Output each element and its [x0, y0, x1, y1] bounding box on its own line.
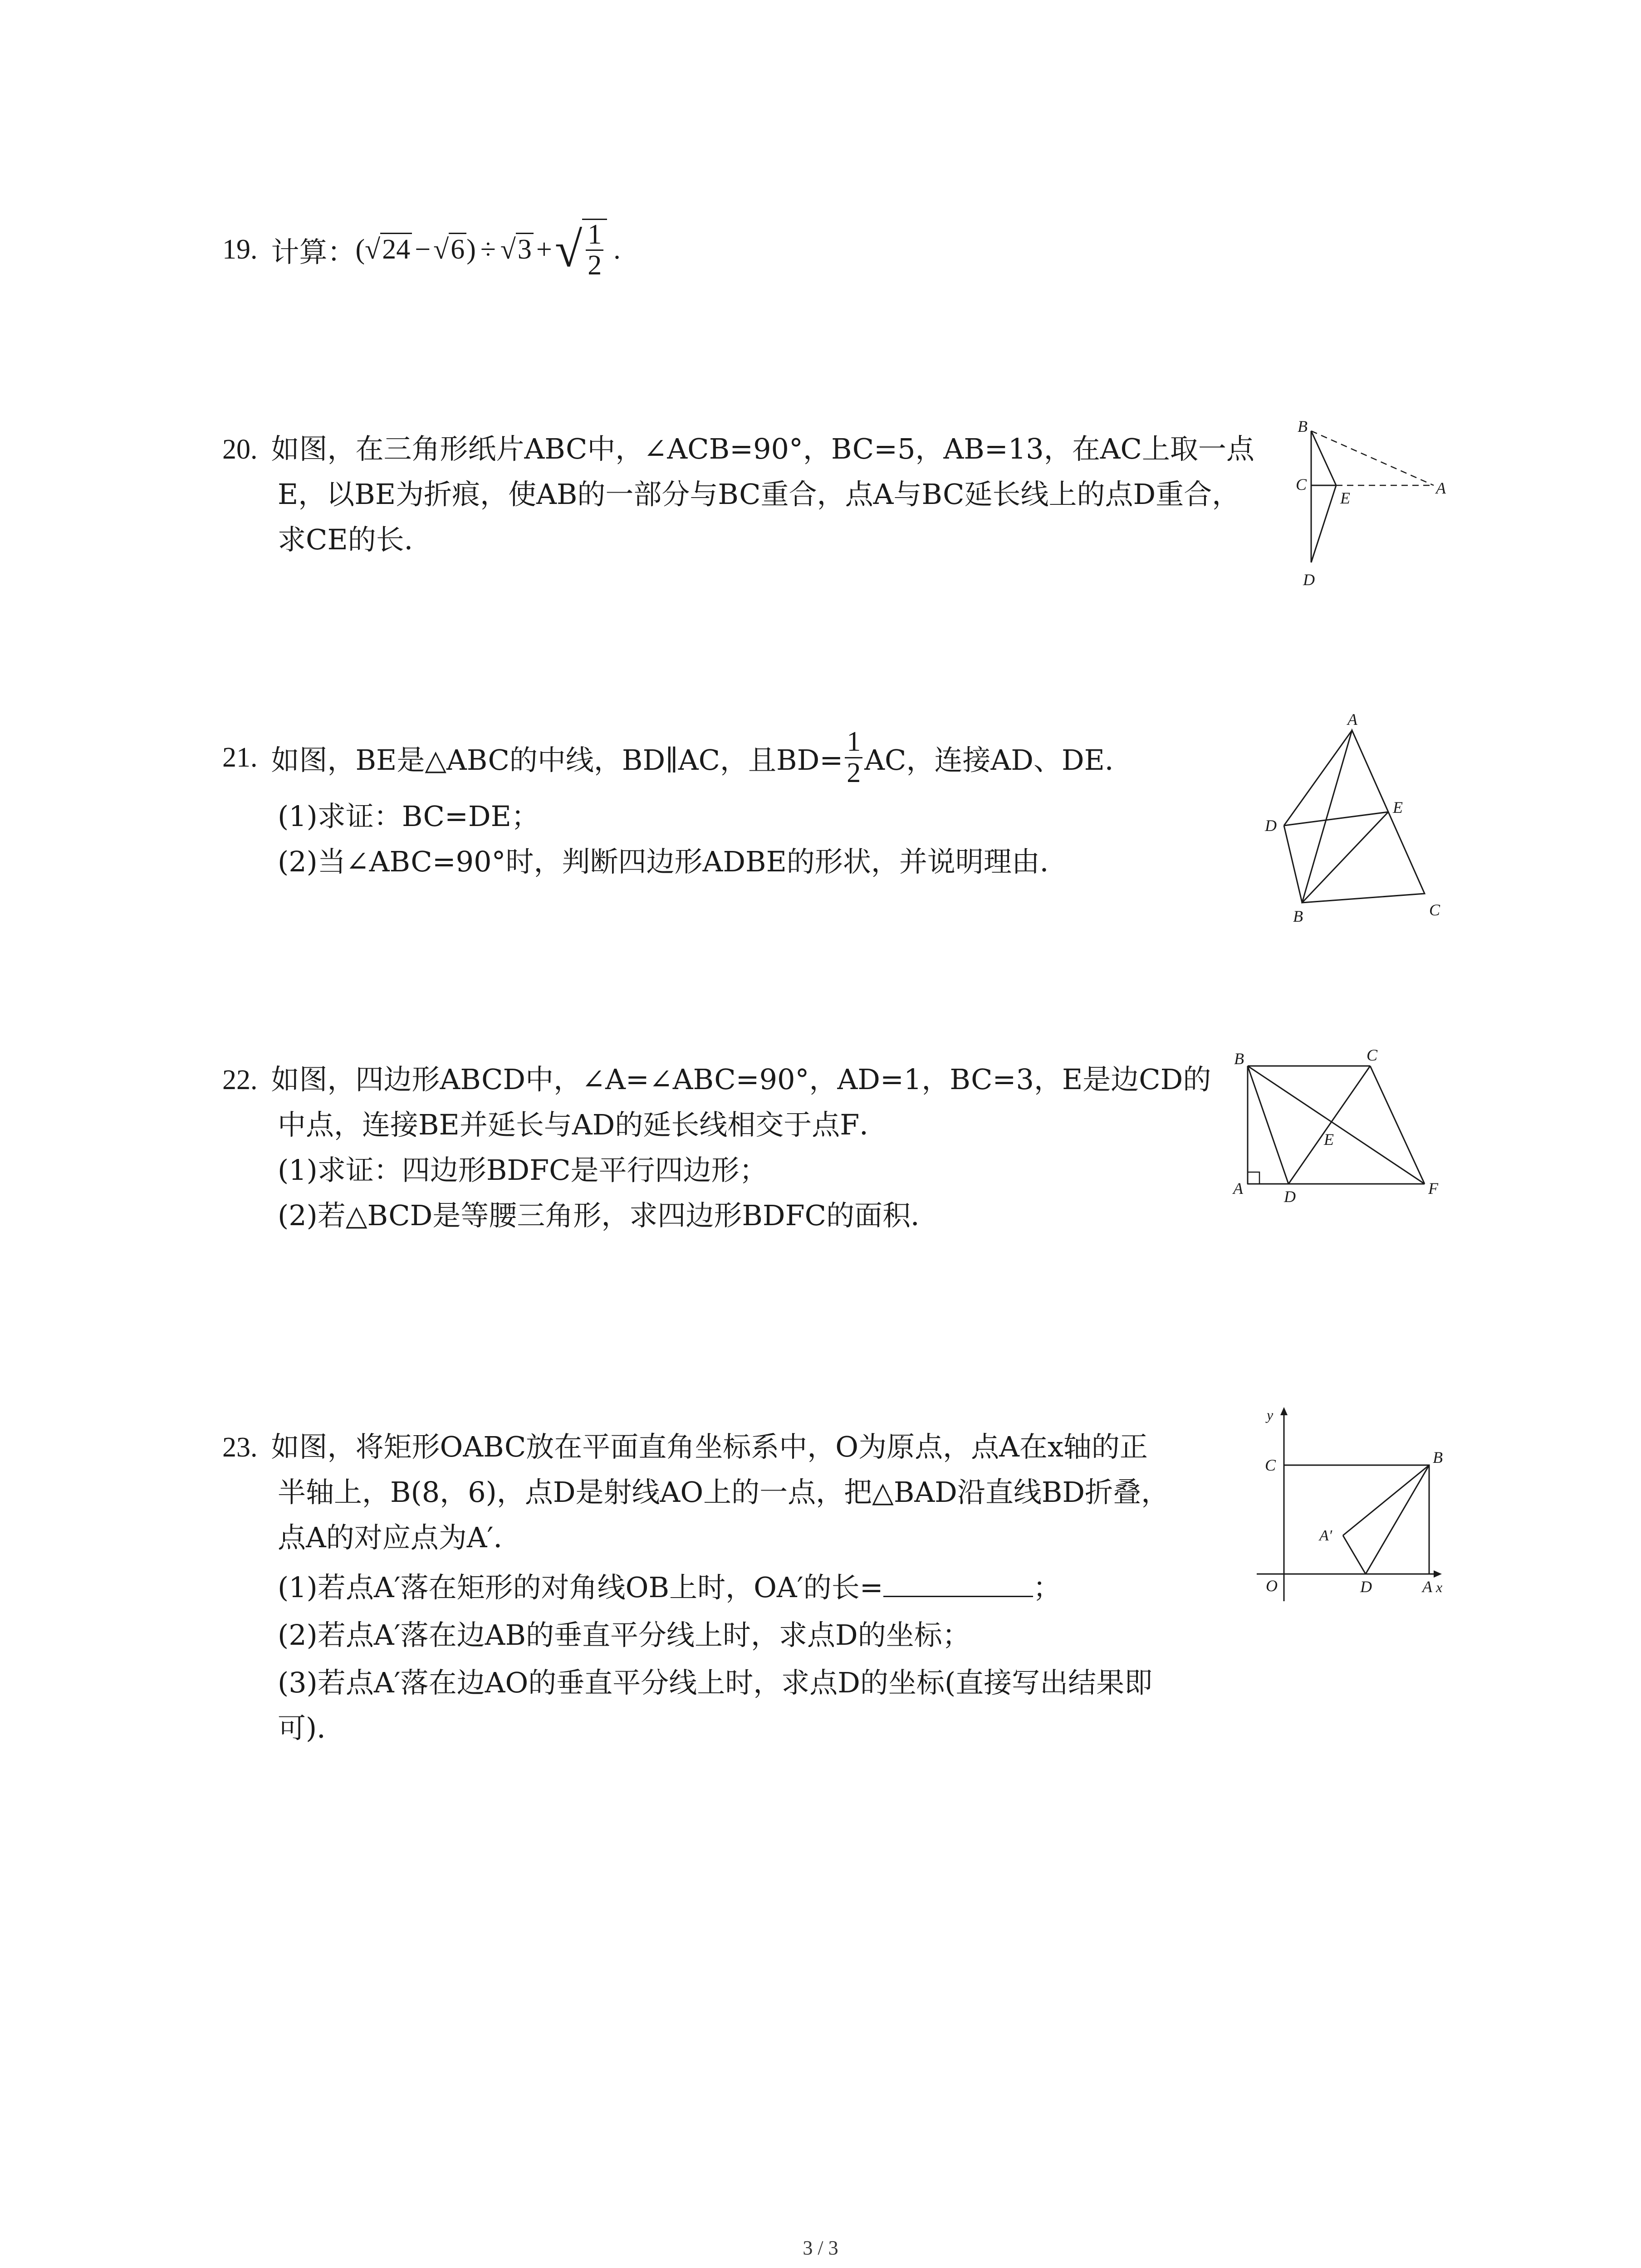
q23-part3-l2 [278, 1706, 345, 1746]
q23-part2 [278, 1613, 970, 1653]
q19-plus: + [536, 234, 552, 265]
q19-number: 19. [222, 234, 258, 265]
q22-right-angle-mark [1248, 1172, 1259, 1184]
q22-edge-BD [1248, 1066, 1288, 1184]
q23-x-axis-arrow [1434, 1570, 1442, 1578]
q20-label-C: C [1296, 475, 1307, 494]
q23-edge-A1D [1343, 1535, 1366, 1574]
q23-label-C: C [1265, 1456, 1276, 1474]
q20-label-D: D [1303, 571, 1315, 589]
q23-text-part1-a: (1)若点A′落在矩形的对角线OB上时，OA′的长= [278, 1571, 883, 1604]
q23-y-axis-arrow [1280, 1407, 1288, 1415]
q19-rparen: ) [466, 234, 476, 265]
q20-text-line1: 如图，在三角形纸片ABC中，∠ACB=90°，BC=5，AB=13，在AC上取一点 [271, 432, 1254, 465]
q23-label-O: O [1266, 1577, 1278, 1595]
q23-part1 [278, 1565, 1061, 1605]
q19-line [222, 213, 621, 286]
q19-sqrt-24: √24 [365, 234, 412, 266]
q23-text-part3-l2: 可)． [278, 1711, 345, 1745]
q22-label-B: B [1234, 1050, 1244, 1068]
q21-text-part2: (2)当∠ABC=90°时，判断四边形ADBE的形状，并说明理由． [278, 845, 1068, 878]
q23-text-part2: (2)若点A′落在边AB的垂直平分线上时，求点D的坐标； [278, 1618, 970, 1652]
q19-divide: ÷ [480, 234, 496, 265]
q20-edge-BE [1311, 431, 1336, 485]
q22-text-line2: 中点，连接BE并延长与AD的延长线相交于点F． [278, 1108, 888, 1141]
q23-answer-blank[interactable] [883, 1572, 1033, 1597]
q21-label-D: D [1265, 816, 1277, 835]
q23-part3-l1 [278, 1660, 1152, 1701]
q21-label-B: B [1293, 907, 1303, 925]
q21-text-line1-a: 如图，BE是△ABC的中线，BD∥AC，且BD= [271, 743, 843, 777]
q23-line3 [278, 1515, 522, 1555]
q20-text-line3: 求CE的长． [278, 523, 432, 556]
q22-text-line1: 如图，四边形ABCD中，∠A=∠ABC=90°，AD=1，BC=3，E是边CD的 [271, 1063, 1211, 1096]
q23-line2 [278, 1470, 1169, 1510]
q23-label-B: B [1433, 1448, 1443, 1466]
q20-edge-BA-dashed [1311, 431, 1434, 485]
q21-edge-DE [1284, 812, 1388, 826]
q19-sqrt-half: √ $\frac{1}{2}$ [555, 219, 609, 280]
q23-text-line2: 半轴上，B(8，6)，点D是射线AO上的一点，把△BAD沿直线BD折叠， [278, 1476, 1170, 1509]
q22-line2 [278, 1102, 887, 1143]
q20-edge-ED [1311, 485, 1336, 562]
q19-minus: − [415, 234, 431, 265]
q19-label: 计算： [271, 235, 356, 269]
q21-figure [1257, 712, 1456, 930]
q23-label-x: x [1436, 1579, 1443, 1595]
q22-label-F: F [1428, 1179, 1438, 1198]
q19-sqrt-6: √6 [433, 234, 466, 266]
q21-text-line1-b: AC，连接AD、DE． [864, 743, 1133, 777]
q22-text-part1: (1)求证：四边形BDFC是平行四边形； [278, 1154, 768, 1187]
q22-label-C: C [1367, 1048, 1378, 1064]
q23-edge-BA1 [1343, 1465, 1429, 1535]
q21-edge-AD [1284, 730, 1352, 826]
q23-text-line1: 如图，将矩形OABC放在平面直角坐标系中，O为原点，点A在x轴的正 [271, 1430, 1148, 1463]
q21-part1 [278, 794, 539, 834]
q22-label-D: D [1284, 1188, 1296, 1206]
q20-label-B: B [1298, 417, 1308, 435]
q20-line1 [222, 426, 1254, 467]
q23-label-A: A [1422, 1578, 1432, 1596]
q20-label-E: E [1340, 489, 1350, 507]
q22-line1 [222, 1057, 1211, 1097]
q20-text-line2: E，以BE为折痕，使AB的一部分与BC重合，点A与BC延长线上的点D重合， [278, 478, 1240, 511]
page-number: 3 / 3 [803, 2237, 838, 2259]
q21-text-part1: (1)求证：BC=DE； [278, 800, 539, 833]
q23-number: 23. [222, 1432, 258, 1463]
q19-period: . [613, 234, 621, 265]
q23-label-D: D [1360, 1578, 1372, 1596]
q23-line1 [222, 1424, 1148, 1465]
q23-text-part1-b: ； [1033, 1571, 1061, 1604]
q19-lparen: ( [355, 234, 365, 265]
q21-label-A: A [1347, 712, 1357, 728]
q20-figure [1279, 413, 1452, 603]
q22-text-part2: (2)若△BCD是等腰三角形，求四边形BDFC的面积． [278, 1199, 939, 1232]
q22-number: 22. [222, 1065, 258, 1095]
q21-label-E: E [1393, 798, 1403, 816]
q20-line2 [278, 472, 1240, 512]
q20-label-A: A [1436, 479, 1446, 497]
q21-triangle-ABC [1302, 730, 1425, 903]
q23-edge-BD [1366, 1465, 1429, 1574]
q23-text-line3: 点A的对应点为A′． [278, 1521, 522, 1554]
q21-part2 [278, 839, 1068, 880]
q21-edge-DB [1284, 826, 1302, 903]
q20-line3 [278, 517, 432, 557]
q21-line1 [222, 726, 1133, 789]
q23-label-A-prime: A′ [1319, 1527, 1332, 1544]
q19-sqrt-3: √3 [500, 234, 534, 266]
q22-edge-CD [1288, 1066, 1370, 1184]
q23-text-part3-l1: (3)若点A′落在边AO的垂直平分线上时，求点D的坐标(直接写出结果即 [278, 1666, 1153, 1699]
q22-label-A: A [1233, 1179, 1243, 1198]
q22-part2 [278, 1193, 939, 1233]
q22-label-E: E [1324, 1130, 1334, 1149]
q20-number: 20. [222, 434, 258, 465]
q21-label-C: C [1429, 901, 1440, 919]
q21-fraction: $\frac{1}{2}$ [845, 727, 862, 787]
q23-figure [1239, 1402, 1456, 1619]
q23-label-y: y [1267, 1407, 1274, 1423]
q22-figure [1225, 1048, 1461, 1211]
q22-part1 [278, 1148, 768, 1188]
q21-number: 21. [222, 742, 258, 773]
